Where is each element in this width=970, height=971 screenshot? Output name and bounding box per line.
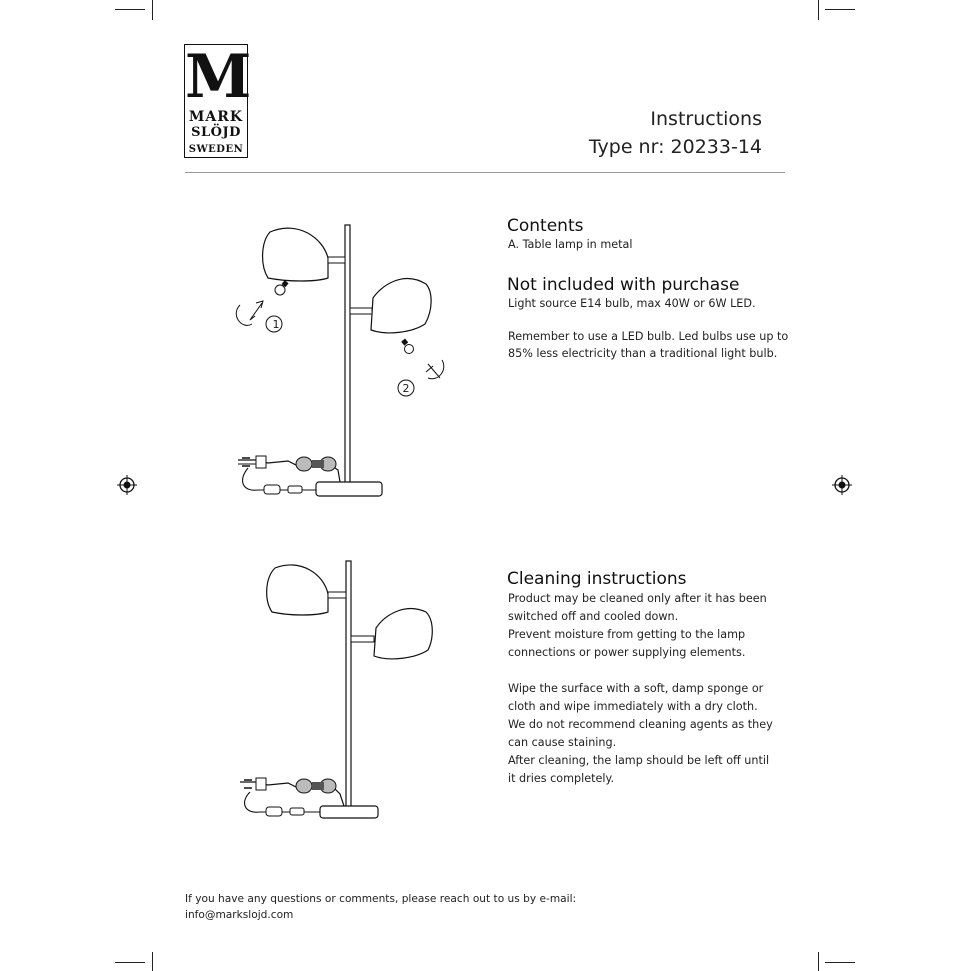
logo-text-slojd: SLÖJD	[191, 125, 241, 140]
cleaning-line: can cause staining.	[508, 736, 617, 749]
not-included-line: 85% less electricity than a traditional light bulb.	[508, 347, 778, 360]
crop-mark	[818, 0, 819, 20]
cleaning-heading: Cleaning instructions	[507, 569, 687, 589]
brand-logo	[184, 44, 248, 158]
cleaning-line: Prevent moisture from getting to the lamp	[508, 628, 746, 641]
cleaning-line: We do not recommend cleaning agents as they	[508, 718, 773, 731]
logo-monogram: M	[185, 42, 250, 112]
cleaning-line: Product may be cleaned only after it has been	[508, 592, 767, 605]
logo-text-mark: MARK	[188, 109, 244, 125]
crop-mark	[152, 952, 153, 971]
contents-item: A. Table lamp in metal	[508, 238, 633, 251]
cleaning-line: After cleaning, the lamp should be left off until	[508, 754, 770, 767]
crop-mark	[825, 962, 855, 963]
crop-mark	[825, 9, 855, 10]
cleaning-line: connections or power supplying elements.	[508, 646, 746, 659]
cleaning-line: it dries completely.	[508, 772, 615, 785]
page-title: Instructions	[650, 108, 762, 130]
cleaning-line: cloth and wipe immediately with a dry cloth.	[508, 700, 758, 713]
lamp-assembly-illustration	[228, 220, 428, 510]
logo-text-sweden: SWEDEN	[188, 144, 244, 155]
type-number: Type nr: 20233-14	[588, 136, 762, 158]
not-included-line: Remember to use a LED bulb. Led bulbs use up to	[508, 330, 789, 343]
step-number-2: 2	[402, 382, 410, 395]
crop-mark	[115, 9, 145, 10]
cleaning-line: Wipe the surface with a soft, damp sponge or	[508, 682, 764, 695]
crop-mark	[152, 0, 153, 20]
not-included-line: Light source E14 bulb, max 40W or 6W LED.	[508, 297, 756, 310]
registration-mark-icon	[117, 475, 137, 495]
cleaning-line: switched off and cooled down.	[508, 610, 679, 623]
footer-contact-text: If you have any questions or comments, please reach out to us by e-mail:	[185, 893, 577, 905]
footer-email: info@markslojd.com	[185, 909, 294, 921]
lamp-cleaning-illustration	[228, 556, 428, 826]
contents-heading: Contents	[507, 216, 584, 236]
header-divider	[185, 172, 785, 173]
step-number-1: 1	[272, 318, 280, 331]
crop-mark	[115, 962, 145, 963]
crop-mark	[818, 952, 819, 971]
not-included-heading: Not included with purchase	[507, 275, 740, 295]
registration-mark-icon	[832, 475, 852, 495]
